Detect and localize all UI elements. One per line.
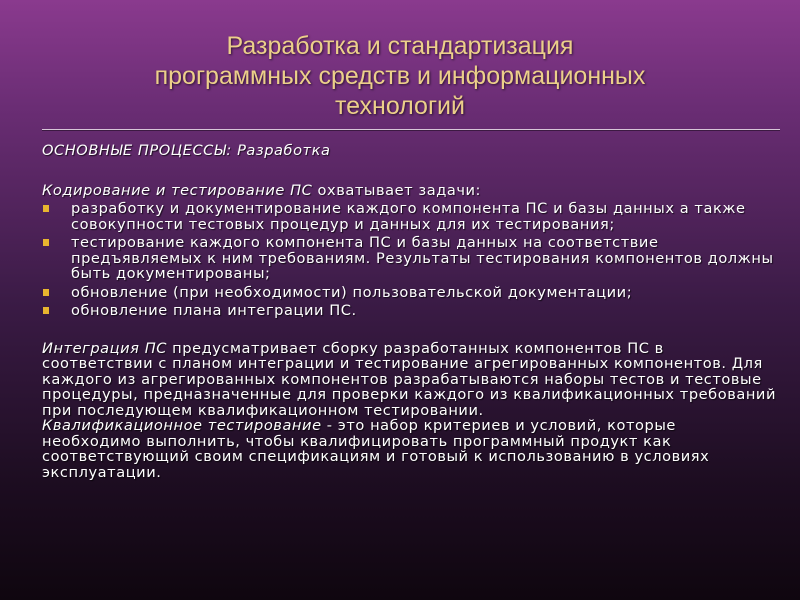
integration-paragraph: Интеграция ПС предусматривает сборку разработанных компонентов ПС в соответствии с планом интеграции и тестирование агрегированных компонентов. Для каждого из агрегированных компонентов разрабатываются наборы тестов и тестовые процедуры, предназначенные для проверки каждого из квалификационных требований при последующем квалификационном тестировании.: [42, 339, 777, 419]
section-heading: ОСНОВНЫЕ ПРОЦЕССЫ: Разработка: [42, 142, 331, 159]
task-list: [42, 201, 777, 319]
title-line-3: технологий: [334, 92, 465, 120]
coding-term: Кодирование и тестирование ПС: [42, 181, 313, 199]
title-line-1: Разработка и стандартизация: [226, 32, 574, 60]
slide-title: [20, 31, 780, 121]
list-item: разработку и документирование каждого компонента ПС и базы данных а также совокупности тестовых процедур и данных для их тестирования;: [42, 201, 777, 232]
title-line-2: программных средств и информационных: [154, 62, 646, 90]
square-bullet-icon: [43, 239, 49, 246]
slide-body: [42, 143, 777, 480]
coding-intro-text: охватывает задачи:: [312, 181, 482, 199]
list-item: обновление плана интеграции ПС.: [42, 303, 777, 319]
square-bullet-icon: [43, 307, 49, 314]
integration-term: Интеграция ПС: [42, 339, 167, 357]
square-bullet-icon: [43, 289, 49, 296]
square-bullet-icon: [43, 205, 49, 212]
list-item: тестирование каждого компонента ПС и базы данных на соответствие предъявляемых к ним требованиям. Результаты тестирования компонентов должны быть документированы;: [42, 235, 777, 282]
coding-intro: [42, 183, 777, 199]
qualification-paragraph: Квалификационное тестирование - это набор критериев и условий, которые необходимо выполнить, чтобы квалифицировать программный продукт как соответствующий своим спецификациям и готовый к использованию в условиях эксплуатации.: [42, 417, 710, 481]
list-item: обновление (при необходимости) пользовательской документации;: [42, 285, 777, 301]
qualification-term: Квалификационное тестирование: [42, 417, 322, 434]
title-divider: [42, 129, 780, 130]
